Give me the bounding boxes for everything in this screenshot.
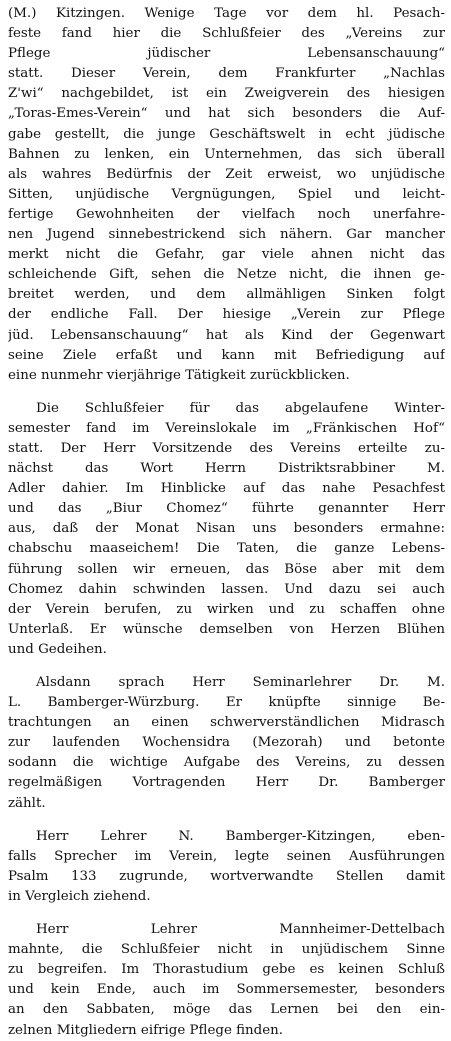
article-paragraph xyxy=(8,920,445,1041)
article-line: sodann die wichtige Aufgabe des Vereins, zu dessen xyxy=(8,755,445,771)
article-line: der endliche Fall. Der hiesige „Verein zur Pflege xyxy=(8,307,445,323)
article-line: „Toras-Emes-Verein“ und hat sich besonders die Auf- xyxy=(8,106,445,122)
article-line: aus, daß der Monat Nisan uns besonders ermahne: xyxy=(8,521,445,537)
article-line: Bahnen zu lenken, ein Unternehmen, das sich überall xyxy=(8,146,445,162)
article-line: eine nunmehr vierjährige Tätigkeit zurückblicken. xyxy=(8,367,350,383)
article-line: Herr Lehrer Mannheimer-Dettelbach xyxy=(36,922,445,938)
article-line: Alsdann sprach Herr Seminarlehrer Dr. M. xyxy=(36,675,445,690)
article-line: statt. Dieser Verein, dem Frankfurter „Nachlas xyxy=(8,66,445,82)
article-line: semester fand im Vereinslokale im „Fränkischen Hof“ xyxy=(8,420,445,436)
article-line: trachtungen an einen schwerverständlichen Midrasch xyxy=(8,715,445,731)
article-line: mahnte, die Schlußfeier nicht in unjüdischem Sinne xyxy=(8,942,445,958)
article-line: schleichende Gift, sehen die Netze nicht, die ihnen ge- xyxy=(8,267,445,283)
article-paragraph xyxy=(8,4,445,386)
article-line: Psalm 133 zugrunde, wortverwandte Stellen damit xyxy=(8,868,445,884)
article-line: nächst das Wort Herrn Distriktsrabbiner M. xyxy=(8,461,445,477)
article-line: regelmäßigen Vortragenden Herr Dr. Bamberger xyxy=(8,775,445,791)
article-line: Herr Lehrer N. Bamberger-Kitzingen, eben- xyxy=(36,828,445,844)
article-line: und kein Ende, auch im Sommersemester, besonders xyxy=(8,982,445,998)
article-line: und Gedeihen. xyxy=(8,641,107,657)
article-line: zu begreifen. Im Thorastudium gebe es keinen Schluß xyxy=(8,962,445,978)
article-line: in Vergleich ziehend. xyxy=(8,888,151,904)
article-paragraph xyxy=(8,827,445,907)
article-line: zelnen Mitgliedern eifrige Pflege finden. xyxy=(8,1022,284,1038)
article-line: chabschu maaseichem! Die Taten, die ganze Lebens- xyxy=(8,541,445,557)
article-line: feste fand hier die Schlußfeier des „Vereins zur xyxy=(8,26,445,42)
article-line: (M.) Kitzingen. Wenige Tage vor dem hl. Pesach- xyxy=(8,6,445,21)
article-line: Pflege jüdischer Lebensanschauung“ xyxy=(8,46,445,62)
article-paragraph xyxy=(8,399,445,660)
article-line: Unterlaß. Er wünsche demselben von Herzen Blühen xyxy=(8,621,445,637)
article-line: statt. Der Herr Vorsitzende des Vereins erteilte zu- xyxy=(8,440,445,456)
article-line: zählt. xyxy=(8,795,46,811)
article-line: merkt nicht die Gefahr, gar viele ahnen nicht das xyxy=(8,247,445,263)
article-line: gabe gestellt, die junge Geschäftswelt in echt jüdische xyxy=(8,126,445,142)
article-line: an den Sabbaten, möge das Lernen bei den ein- xyxy=(8,1002,445,1018)
article-line: breitet werden, und dem allmähligen Sinken folgt xyxy=(8,287,445,303)
article-line: führung sollen wir erneuen, das Böse aber mit dem xyxy=(8,561,445,577)
article-line: Adler dahier. Im Hinblicke auf das nahe Pesachfest xyxy=(8,481,445,497)
article-line: und das „Biur Chomez“ führte genannter Herr xyxy=(8,501,445,517)
article-line: Z'wi“ nachgebildet, ist ein Zweigverein des hiesigen xyxy=(8,86,445,102)
article-paragraph xyxy=(8,673,445,814)
article-line: seine Ziele erfaßt und kann mit Befriedigung auf xyxy=(8,347,445,363)
article-line: L. Bamberger-Würzburg. Er knüpfte sinnige Be- xyxy=(8,695,445,711)
article-line: Die Schlußfeier für das abgelaufene Winter- xyxy=(36,400,445,416)
article-line: der Verein berufen, zu wirken und zu schaffen ohne xyxy=(8,601,445,617)
article-line: nen Jugend sinnebestrickend sich nähern. Gar mancher xyxy=(8,227,445,243)
article-line: zur laufenden Wochensidra (Mezorah) und betonte xyxy=(8,735,445,751)
article-line: fertige Gewohnheiten der vielfach noch unerfahre- xyxy=(8,206,445,222)
article-line: Chomez dahin schwinden lassen. Und dazu sei auch xyxy=(8,581,445,597)
article-line: jüd. Lebensanschauung“ hat als Kind der Gegenwart xyxy=(8,327,445,343)
article-line: falls Sprecher im Verein, legte seinen Ausführungen xyxy=(8,848,445,864)
article-line: Sitten, unjüdische Vergnügungen, Spiel und leicht- xyxy=(8,186,445,202)
article-line: als wahres Bedürfnis der Zeit erweist, wo unjüdische xyxy=(8,166,445,182)
